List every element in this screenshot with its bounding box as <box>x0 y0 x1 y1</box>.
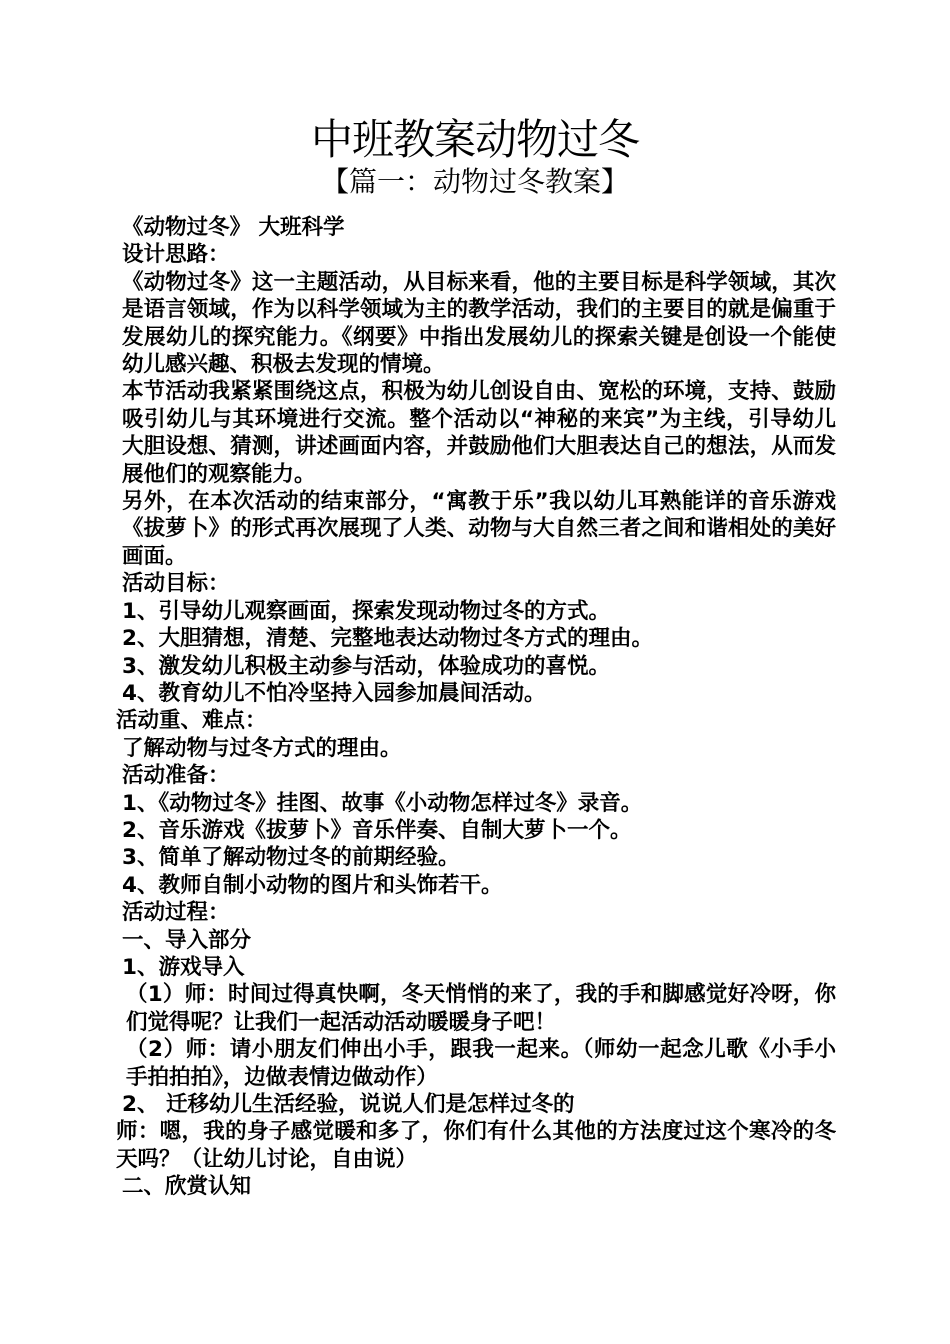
list-item: 2、音乐游戏《拔萝卜》音乐伴奏、自制大萝卜一个。 <box>122 817 632 843</box>
body-paragraph: 另外，在本次活动的结束部分，“寓教于乐”我以幼儿耳熟能详的音乐游戏《拔萝卜》的形式再次展现了人类、动物与大自然三者之间和谐相处的美好画面。 <box>122 489 836 569</box>
document-subtitle: 【篇一：动物过冬教案】 <box>320 165 629 198</box>
list-item: 2、 迁移幼儿生活经验，说说人们是怎样过冬的 <box>122 1092 575 1117</box>
section-heading-process: 活动过程： <box>122 900 230 926</box>
list-item: 3、简单了解动物过冬的前期经验。 <box>122 845 460 871</box>
document-title: 中班教案动物过冬 <box>310 115 639 164</box>
subsection-heading: 一、导入部分 <box>122 927 252 953</box>
body-paragraph: 师：嗯，我的身子感觉暖和多了，你们有什么其他的方法度过这个寒冷的冬天吗？（让幼儿讨论，自由说） <box>116 1119 836 1172</box>
lesson-heading: 《动物过冬》 大班科学 <box>122 215 345 240</box>
body-paragraph: （1）师：时间过得真快啊，冬天悄悄的来了，我的手和脚感觉好冷呀，你们觉得呢？让我们一起活动活动暖暖身子吧！ <box>126 982 836 1035</box>
section-heading-design: 设计思路： <box>122 242 230 268</box>
list-item: 4、教师自制小动物的图片和头饰若干。 <box>122 872 503 898</box>
list-item: 4、教育幼儿不怕冷坚持入园参加晨间活动。 <box>122 680 546 706</box>
body-paragraph: （2）师：请小朋友们伸出小手，跟我一起来。（师幼一起念儿歌《小手小手拍拍拍》，边做表情边做动作） <box>126 1037 836 1090</box>
list-item: 1、《动物过冬》挂图、故事《小动物怎样过冬》录音。 <box>122 790 643 816</box>
list-item: 1、引导幼儿观察画面，探索发现动物过冬的方式。 <box>122 598 610 624</box>
document-body <box>116 214 836 1201</box>
list-item: 2、大胆猜想，清楚、完整地表达动物过冬方式的理由。 <box>122 626 653 652</box>
subsection-heading: 二、欣赏认知 <box>122 1174 252 1200</box>
body-paragraph: 《动物过冬》这一主题活动，从目标来看，他的主要目标是科学领域，其次是语言领域，作为以科学领域为主的教学活动，我们的主要目的就是偏重于发展幼儿的探究能力。《纲要》中指出发展幼儿的探索关键是创设一个能使幼儿感兴趣、积极去发现的情境。 <box>122 269 836 378</box>
body-paragraph: 了解动物与过冬方式的理由。 <box>122 735 402 761</box>
section-heading-key-points: 活动重、难点： <box>116 708 267 734</box>
list-item: 1、游戏导入 <box>122 954 245 980</box>
section-heading-goals: 活动目标： <box>122 571 230 597</box>
list-item: 3、激发幼儿积极主动参与活动，体验成功的喜悦。 <box>122 653 610 679</box>
body-paragraph: 本节活动我紧紧围绕这点，积极为幼儿创设自由、宽松的环境，支持、鼓励吸引幼儿与其环境进行交流。整个活动以“神秘的来宾”为主线，引导幼儿大胆设想、猜测，讲述画面内容，并鼓励他们大胆表达自己的想法，从而发展他们的观察能力。 <box>122 379 836 487</box>
section-heading-preparation: 活动准备： <box>122 763 230 789</box>
